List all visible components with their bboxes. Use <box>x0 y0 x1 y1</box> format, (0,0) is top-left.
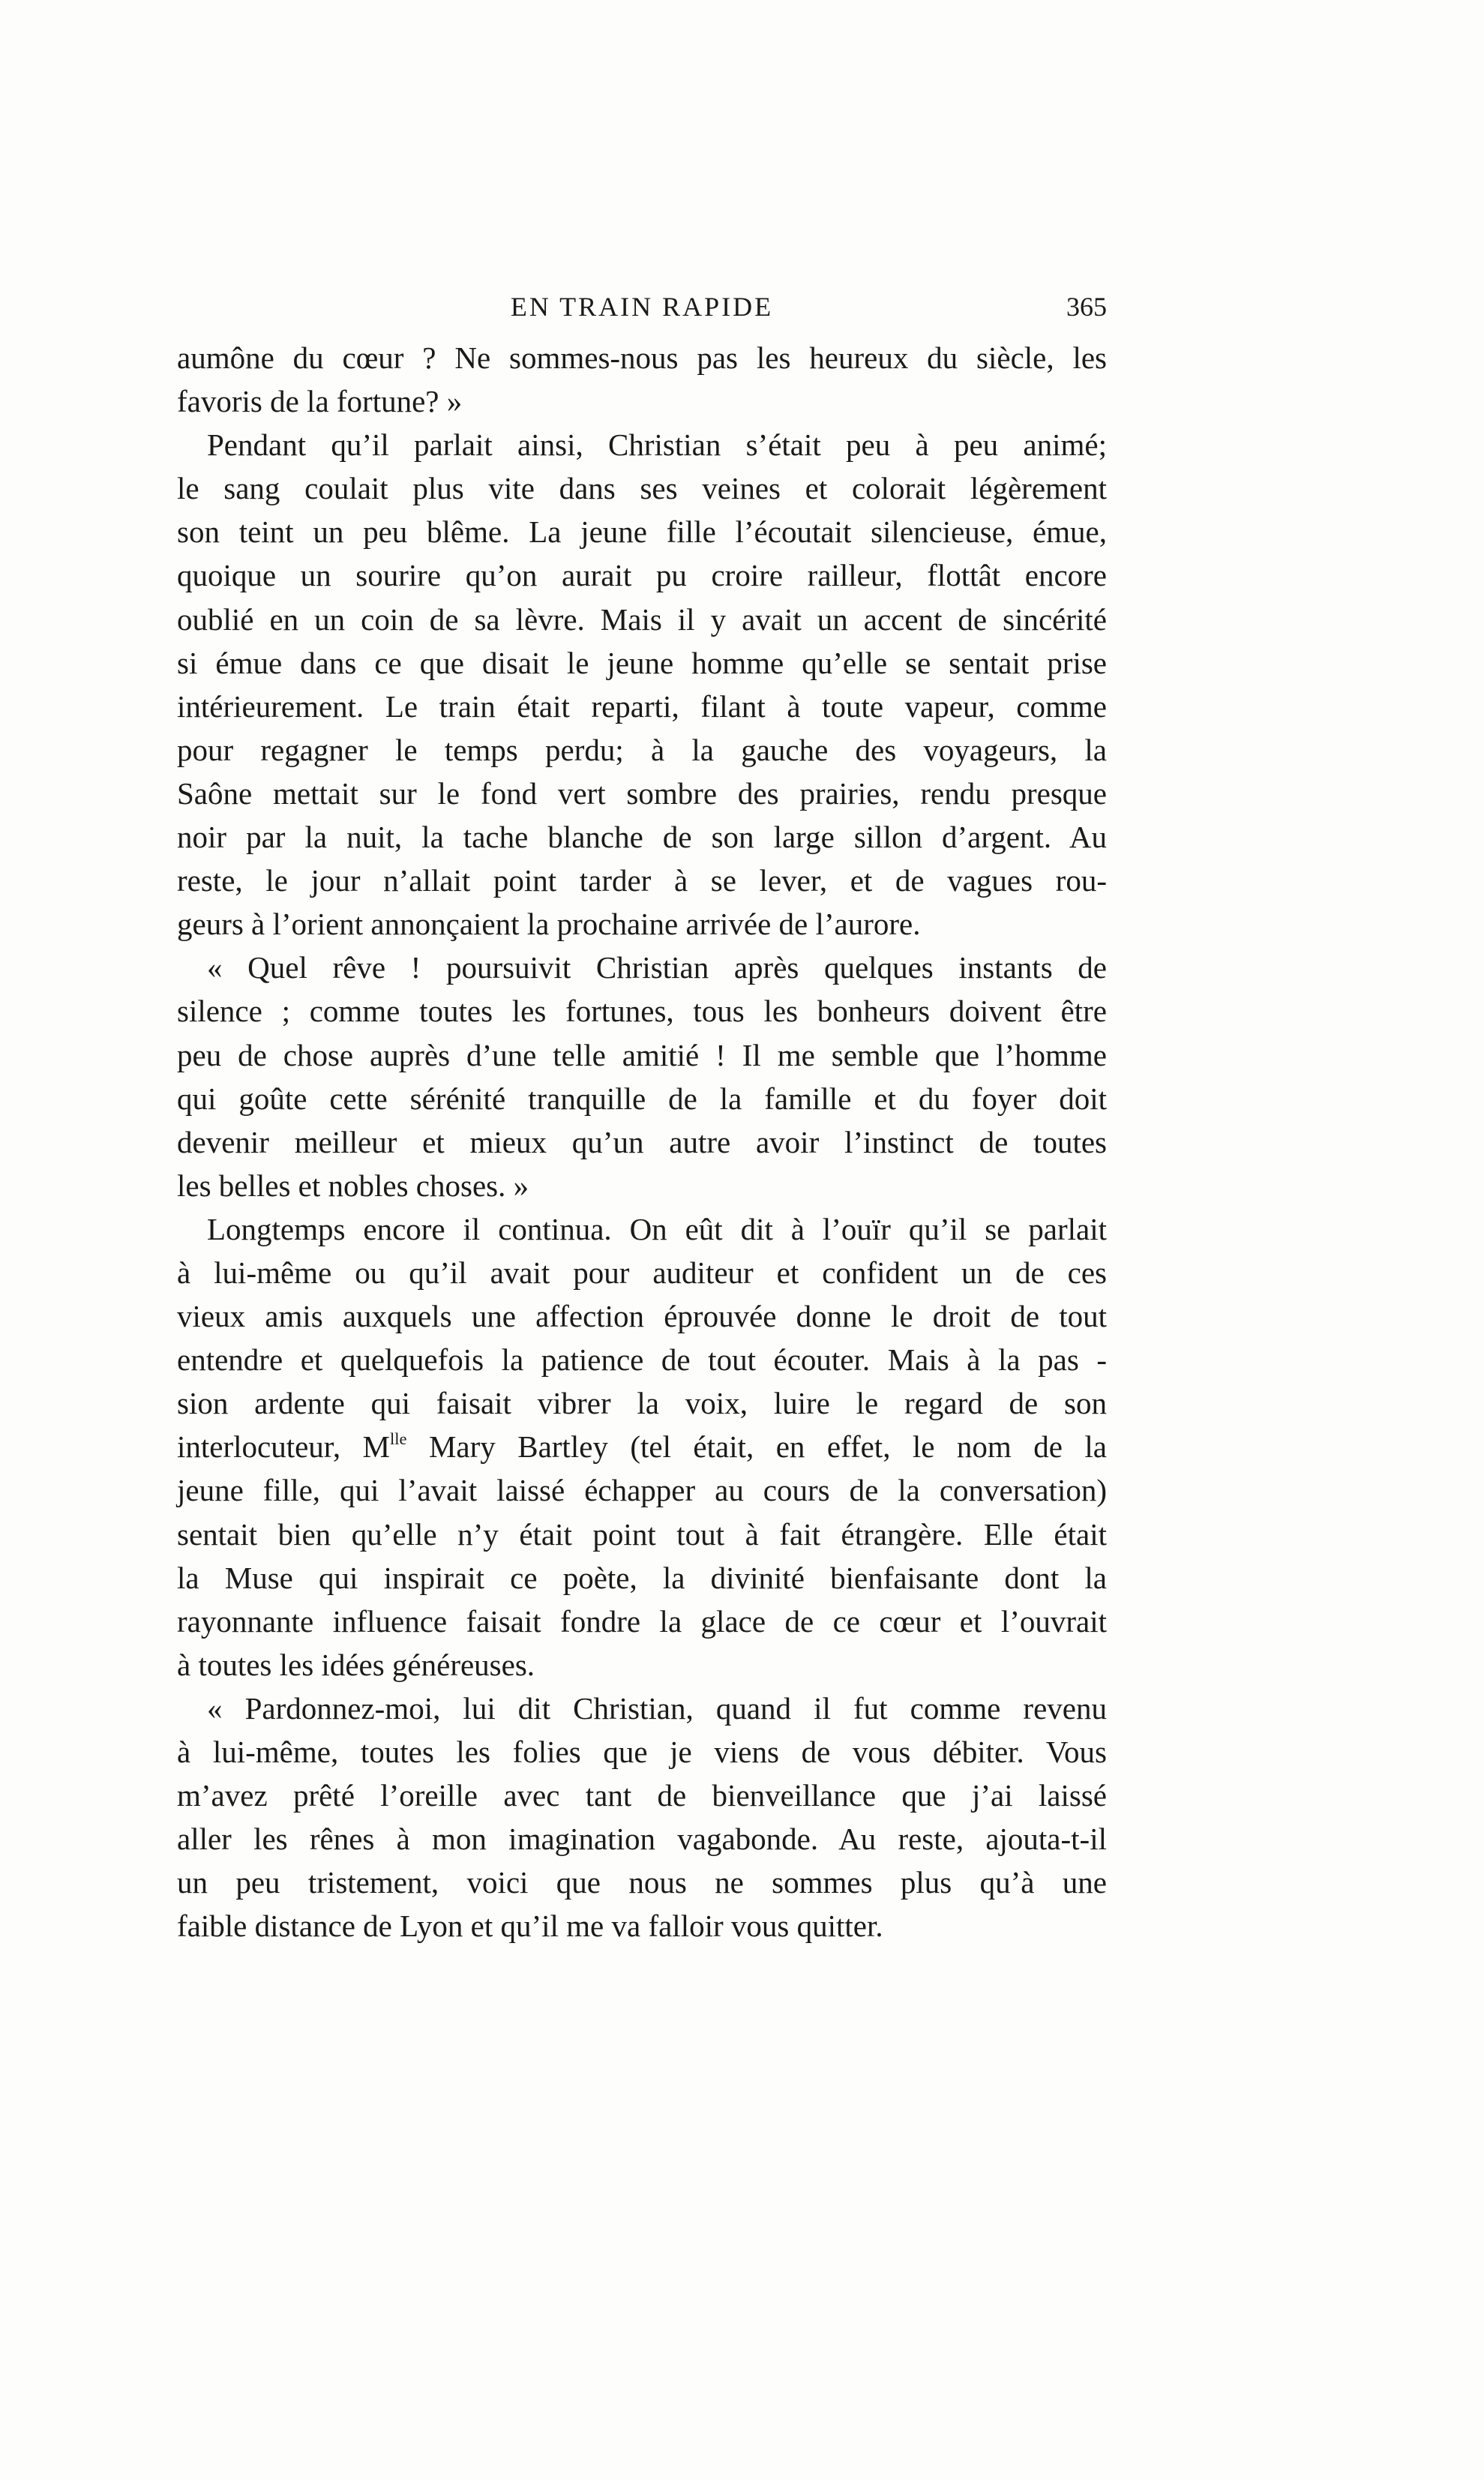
paragraph-continuation <box>177 336 1107 423</box>
text-line: Saône mettait sur le fond vert sombre des prairies, rendu presque <box>177 775 1107 811</box>
text-line: favoris de la fortune? » <box>177 384 463 419</box>
running-title: EN TRAIN RAPIDE <box>510 292 774 322</box>
text-line: reste, le jour n’allait point tarder à se lever, et de vagues rou- <box>177 863 1107 898</box>
text-line: à lui-même ou qu’il avait pour auditeur et confident un de ces <box>177 1255 1107 1290</box>
text-line: quoique un sourire qu’on aurait pu croire railleur, flottât encore <box>177 558 1107 593</box>
running-head <box>177 291 1107 328</box>
text-line: noir par la nuit, la tache blanche de son large sillon d’argent. Au <box>177 820 1107 855</box>
text-line: sion ardente qui faisait vibrer la voix, luire le regard de son <box>177 1386 1107 1421</box>
text-line: les belles et nobles choses. » <box>177 1168 529 1203</box>
text-line: aller les rênes à mon imagination vagabonde. Au reste, ajouta-t-il <box>177 1822 1107 1857</box>
text-line: Longtemps encore il continua. On eût dit à l’ouïr qu’il se parlait <box>207 1211 1107 1246</box>
text-line: la Muse qui inspirait ce poète, la divinité bienfaisante dont la <box>177 1560 1107 1595</box>
text-line: le sang coulait plus vite dans ses veines et colorait légèrement <box>177 471 1107 506</box>
text-line: aumône du cœur ? Ne sommes-nous pas les heureux du siècle, les <box>177 340 1107 375</box>
text-line: vieux amis auxquels une affection éprouvée donne le droit de tout <box>177 1299 1107 1334</box>
text-line: m’avez prêté l’oreille avec tant de bienveillance que j’ai laissé <box>177 1778 1107 1813</box>
text-line: jeune fille, qui l’avait laissé échapper au cours de la conversation) <box>177 1473 1107 1508</box>
text-line: intérieurement. Le train était reparti, filant à toute vapeur, comme <box>177 688 1107 724</box>
text-line: faible distance de Lyon et qu’il me va falloir vous quitter. <box>177 1909 883 1944</box>
text-line: sentait bien qu’elle n’y était point tout à fait étrangère. Elle était <box>177 1516 1107 1552</box>
text-line: devenir meilleur et mieux qu’un autre avoir l’instinct de toutes <box>177 1124 1107 1159</box>
text-line: silence ; comme toutes les fortunes, tous les bonheurs doivent être <box>177 994 1107 1029</box>
paragraph <box>177 1207 1107 1687</box>
text-line: « Pardonnez-moi, lui dit Christian, quand il fut comme revenu <box>207 1690 1107 1726</box>
text-line: pour regagner le temps perdu; à la gauche des voyageurs, la <box>177 732 1107 767</box>
text-fragment: Mary Bartley (tel était, en effet, le nom de la <box>406 1429 1107 1465</box>
text-line: qui goûte cette sérénité tranquille de la famille et du foyer doit <box>177 1081 1107 1116</box>
text-line: oublié en un coin de sa lèvre. Mais il y avait un accent de sincérité <box>177 601 1107 637</box>
text-line: rayonnante influence faisait fondre la glace de ce cœur et l’ouvrait <box>177 1603 1107 1639</box>
text-line: à toutes les idées généreuses. <box>177 1647 535 1682</box>
page-number: 365 <box>1066 292 1107 322</box>
paragraph <box>177 946 1107 1207</box>
text-line: Pendant qu’il parlait ainsi, Christian s’était peu à peu animé; <box>207 427 1107 463</box>
body-text <box>177 336 1107 1948</box>
text-line-with-title <box>177 1425 1107 1468</box>
text-line: peu de chose auprès d’une telle amitié ! Il me semble que l’homme <box>177 1037 1107 1072</box>
text-line: son teint un peu blême. La jeune fille l’écoutait silencieuse, émue, <box>177 514 1107 550</box>
text-fragment: interlocuteur, M <box>177 1429 390 1465</box>
title-abbreviation: lle <box>389 1429 407 1449</box>
text-line: un peu tristement, voici que nous ne sommes plus qu’à une <box>177 1865 1107 1900</box>
text-line: à lui-même, toutes les folies que je viens de vous débiter. Vous <box>177 1735 1107 1769</box>
text-line: entendre et quelquefois la patience de tout écouter. Mais à la pas - <box>177 1342 1107 1378</box>
text-line: geurs à l’orient annonçaient la prochaine arrivée de l’aurore. <box>177 907 921 942</box>
paragraph <box>177 1687 1107 1948</box>
text-line: si émue dans ce que disait le jeune homme qu’elle se sentait prise <box>177 645 1107 680</box>
text-line: « Quel rêve ! poursuivit Christian après quelques instants de <box>207 950 1107 985</box>
paragraph <box>177 423 1107 946</box>
